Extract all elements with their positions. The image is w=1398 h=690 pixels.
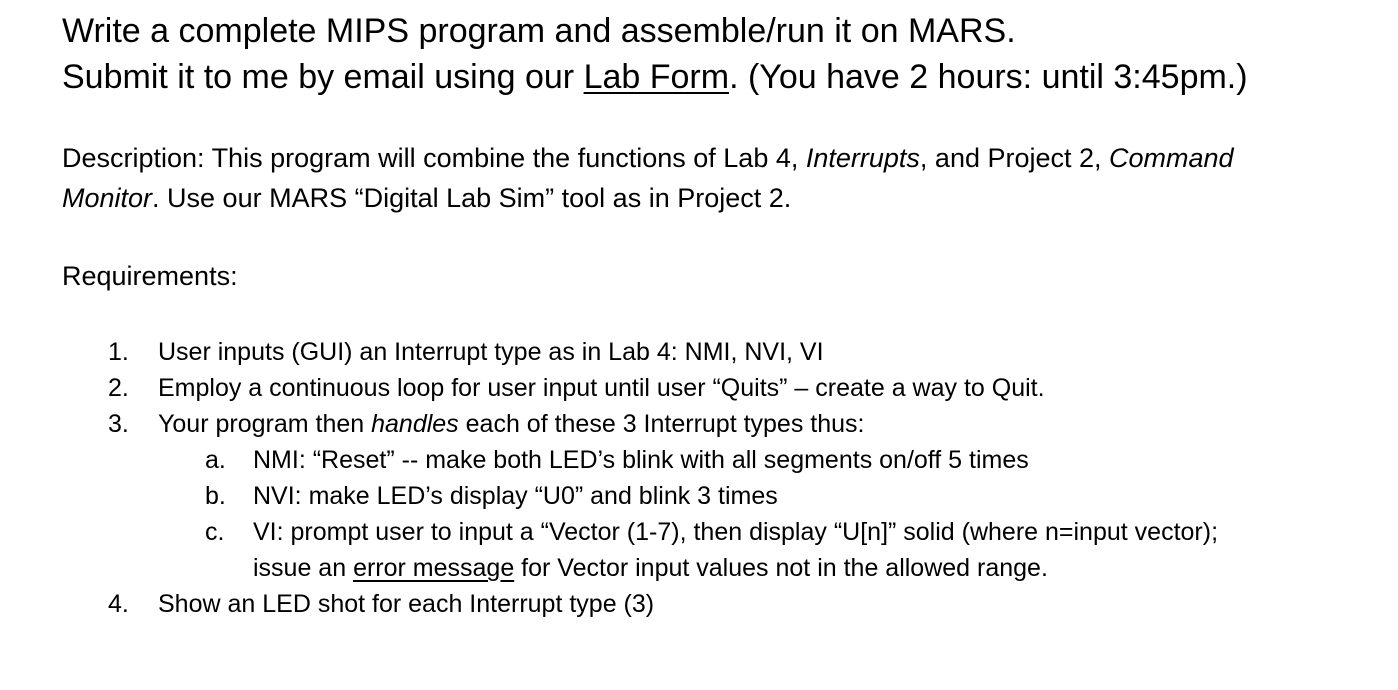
sublist-item-c-continuation bbox=[253, 556, 1048, 581]
list-item-number-2: 2. bbox=[108, 374, 129, 402]
heading-line-2 bbox=[62, 60, 1248, 94]
description-italic-monitor: Monitor bbox=[62, 183, 153, 213]
list-item-1: User inputs (GUI) an Interrupt type as in Lab 4: NMI, NVI, VI bbox=[158, 338, 824, 366]
list-item-number-1: 1. bbox=[108, 338, 129, 366]
description-text-mid: , and Project 2, bbox=[919, 143, 1110, 173]
description-text-1: Description: This program will combine the functions of Lab 4, bbox=[62, 143, 806, 173]
sublist-letter-c: c. bbox=[205, 518, 225, 546]
description-italic-command: Command bbox=[1109, 143, 1234, 173]
list-item-3-italic: handles bbox=[371, 410, 459, 438]
description-text-2: . Use our MARS “Digital Lab Sim” tool as in Project 2. bbox=[152, 183, 792, 213]
sublist-item-a: NMI: “Reset” -- make both LED’s blink with all segments on/off 5 times bbox=[253, 446, 1029, 474]
requirements-title bbox=[62, 263, 238, 290]
list-item-number-4: 4. bbox=[108, 590, 129, 618]
heading-text-2: Submit it to me by email using our bbox=[62, 58, 584, 96]
list-item-3 bbox=[158, 412, 865, 437]
sublist-item-b: NVI: make LED’s display “U0” and blink 3 times bbox=[253, 482, 778, 510]
requirements-title-text: Requirements: bbox=[62, 261, 238, 291]
list-item-2: Employ a continuous loop for user input until user “Quits” – create a way to Quit. bbox=[158, 374, 1045, 402]
deadline-text: . (You have 2 hours: until 3:45pm.) bbox=[729, 58, 1248, 96]
list-item-3-text-post: each of these 3 Interrupt types thus: bbox=[458, 410, 865, 438]
description-italic-interrupts: Interrupts bbox=[805, 143, 920, 173]
sublist-item-c-cont-pre: issue an bbox=[253, 554, 354, 582]
description-line-2 bbox=[62, 185, 791, 212]
description-line-1 bbox=[62, 145, 1234, 172]
list-item-4: Show an LED shot for each Interrupt type (3) bbox=[158, 590, 655, 618]
sublist-item-c: VI: prompt user to input a “Vector (1-7), then display “U[n]” solid (where n=input vector); bbox=[253, 518, 1219, 546]
heading-line-1 bbox=[62, 14, 1016, 48]
error-message-link[interactable]: error message bbox=[353, 554, 515, 582]
heading-text-1: Write a complete MIPS program and assemble/run it on MARS. bbox=[62, 12, 1016, 50]
list-item-3-text-pre: Your program then bbox=[158, 410, 372, 438]
list-item-number-3: 3. bbox=[108, 410, 129, 438]
sublist-letter-a: a. bbox=[205, 446, 226, 474]
lab-form-link[interactable]: Lab Form bbox=[583, 58, 730, 96]
sublist-item-c-cont-post: for Vector input values not in the allowed range. bbox=[514, 554, 1048, 582]
sublist-letter-b: b. bbox=[205, 482, 226, 510]
